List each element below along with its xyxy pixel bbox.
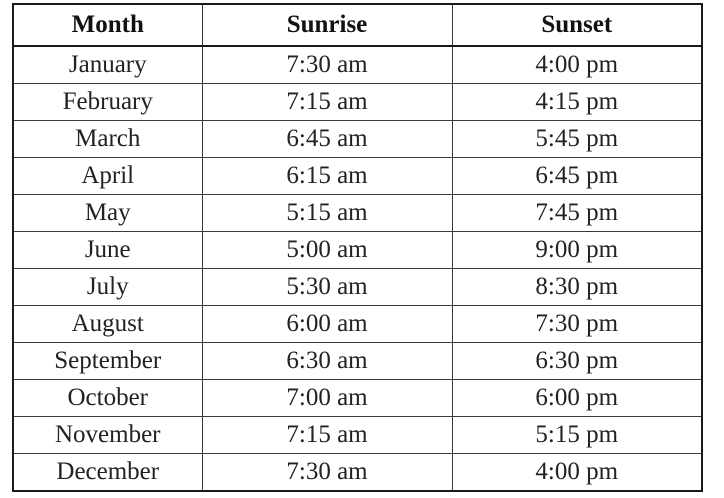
sunrise-cell: 7:30 am [202, 46, 452, 84]
month-cell: August [13, 306, 202, 343]
month-cell: September [13, 343, 202, 380]
month-cell: January [13, 46, 202, 84]
sunrise-cell: 7:15 am [202, 84, 452, 121]
sunset-cell: 6:45 pm [452, 158, 702, 195]
month-cell: February [13, 84, 202, 121]
sunset-cell: 7:30 pm [452, 306, 702, 343]
month-cell: December [13, 454, 202, 492]
table-row [13, 454, 702, 492]
sunset-cell: 7:45 pm [452, 195, 702, 232]
sunrise-cell: 7:15 am [202, 417, 452, 454]
month-cell: November [13, 417, 202, 454]
sunrise-cell: 6:15 am [202, 158, 452, 195]
table-row [13, 380, 702, 417]
table-row [13, 417, 702, 454]
month-cell: May [13, 195, 202, 232]
sunrise-cell: 6:30 am [202, 343, 452, 380]
table-row [13, 121, 702, 158]
sunrise-cell: 5:00 am [202, 232, 452, 269]
sunrise-cell: 7:30 am [202, 454, 452, 492]
table-row [13, 195, 702, 232]
header-month: Month [13, 4, 202, 46]
sunrise-cell: 7:00 am [202, 380, 452, 417]
table-body [13, 46, 702, 491]
table-row [13, 158, 702, 195]
sunrise-cell: 5:15 am [202, 195, 452, 232]
sunset-cell: 6:30 pm [452, 343, 702, 380]
table-row [13, 84, 702, 121]
sunrise-cell: 6:00 am [202, 306, 452, 343]
sunset-cell: 4:00 pm [452, 454, 702, 492]
sunrise-cell: 6:45 am [202, 121, 452, 158]
sunset-cell: 4:00 pm [452, 46, 702, 84]
table-row [13, 46, 702, 84]
sunset-cell: 5:45 pm [452, 121, 702, 158]
sunrise-sunset-table [12, 3, 703, 492]
month-cell: July [13, 269, 202, 306]
sunset-cell: 5:15 pm [452, 417, 702, 454]
month-cell: October [13, 380, 202, 417]
sunset-cell: 9:00 pm [452, 232, 702, 269]
sunrise-cell: 5:30 am [202, 269, 452, 306]
table-row [13, 343, 702, 380]
header-row [13, 4, 702, 46]
header-sunrise: Sunrise [202, 4, 452, 46]
table-row [13, 232, 702, 269]
table-row [13, 306, 702, 343]
month-cell: March [13, 121, 202, 158]
sunset-cell: 6:00 pm [452, 380, 702, 417]
month-cell: June [13, 232, 202, 269]
table-header [13, 4, 702, 46]
table-row [13, 269, 702, 306]
header-sunset: Sunset [452, 4, 702, 46]
sunset-cell: 8:30 pm [452, 269, 702, 306]
month-cell: April [13, 158, 202, 195]
sunset-cell: 4:15 pm [452, 84, 702, 121]
